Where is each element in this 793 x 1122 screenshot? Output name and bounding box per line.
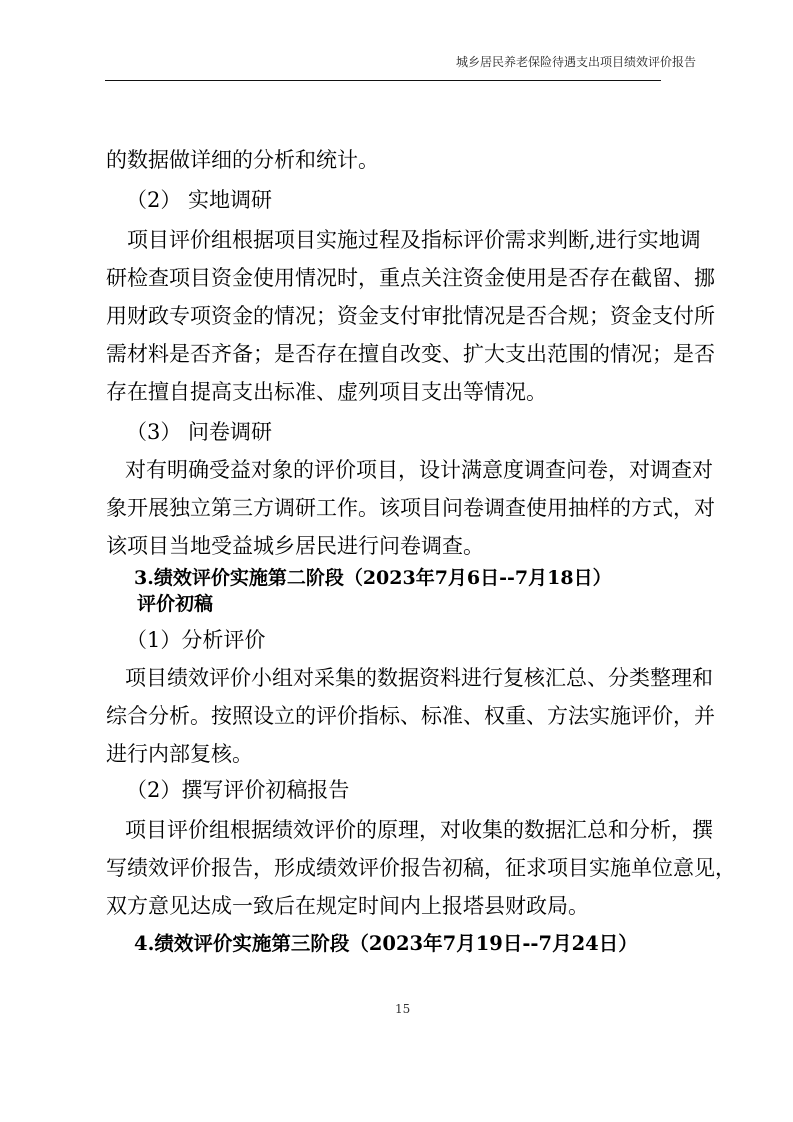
header-divider	[105, 80, 661, 81]
paragraph-line: 用财政专项资金的情况；资金支付审批情况是否合规；资金支付所	[106, 304, 715, 328]
paragraph-line: 进行内部复核。	[106, 742, 253, 766]
paragraph-line: 存在擅自提高支出标准、虚列项目支出等情况。	[106, 380, 547, 404]
subsection-heading: （2） 实地调研	[126, 188, 273, 212]
subsection-heading: （1）分析评价	[126, 628, 266, 652]
paragraph-line: 写绩效评价报告，形成绩效评价报告初稿，征求项目实施单位意见，	[106, 856, 736, 880]
section-heading: 4.绩效评价实施第三阶段（2023年7月19日--7月24日）	[134, 932, 638, 955]
paragraph-line: 该项目当地受益城乡居民进行问卷调查。	[106, 534, 484, 558]
running-header-title: 城乡居民养老保险待遇支出项目绩效评价报告	[455, 55, 696, 69]
paragraph-line: 项目评价组根据项目实施过程及指标评价需求判断,进行实地调	[127, 228, 701, 252]
section-subheading: 评价初稿	[137, 593, 214, 615]
subsection-heading: （2）撰写评价初稿报告	[126, 778, 350, 802]
section-heading: 3.绩效评价实施第二阶段（2023年7月6日--7月18日）	[134, 567, 612, 589]
paragraph-line: 双方意见达成一致后在规定时间内上报塔县财政局。	[106, 894, 589, 918]
paragraph-line: 项目绩效评价小组对采集的数据资料进行复核汇总、分类整理和	[125, 666, 713, 690]
page-number: 15	[395, 1002, 411, 1016]
paragraph-line: 对有明确受益对象的评价项目，设计满意度调查问卷，对调查对	[125, 458, 713, 482]
subsection-heading: （3） 问卷调研	[126, 420, 273, 444]
paragraph-line: 项目评价组根据绩效评价的原理，对收集的数据汇总和分析，撰	[125, 818, 713, 842]
paragraph-line: 需材料是否齐备；是否存在擅自改变、扩大支出范围的情况；是否	[106, 342, 715, 366]
paragraph-line: 的数据做详细的分析和统计。	[106, 148, 379, 172]
paragraph-line: 象开展独立第三方调研工作。该项目问卷调查使用抽样的方式，对	[106, 496, 715, 520]
paragraph-line: 研检查项目资金使用情况时，重点关注资金使用是否存在截留、挪	[106, 266, 715, 290]
paragraph-line: 综合分析。按照设立的评价指标、标准、权重、方法实施评价，并	[106, 704, 715, 728]
